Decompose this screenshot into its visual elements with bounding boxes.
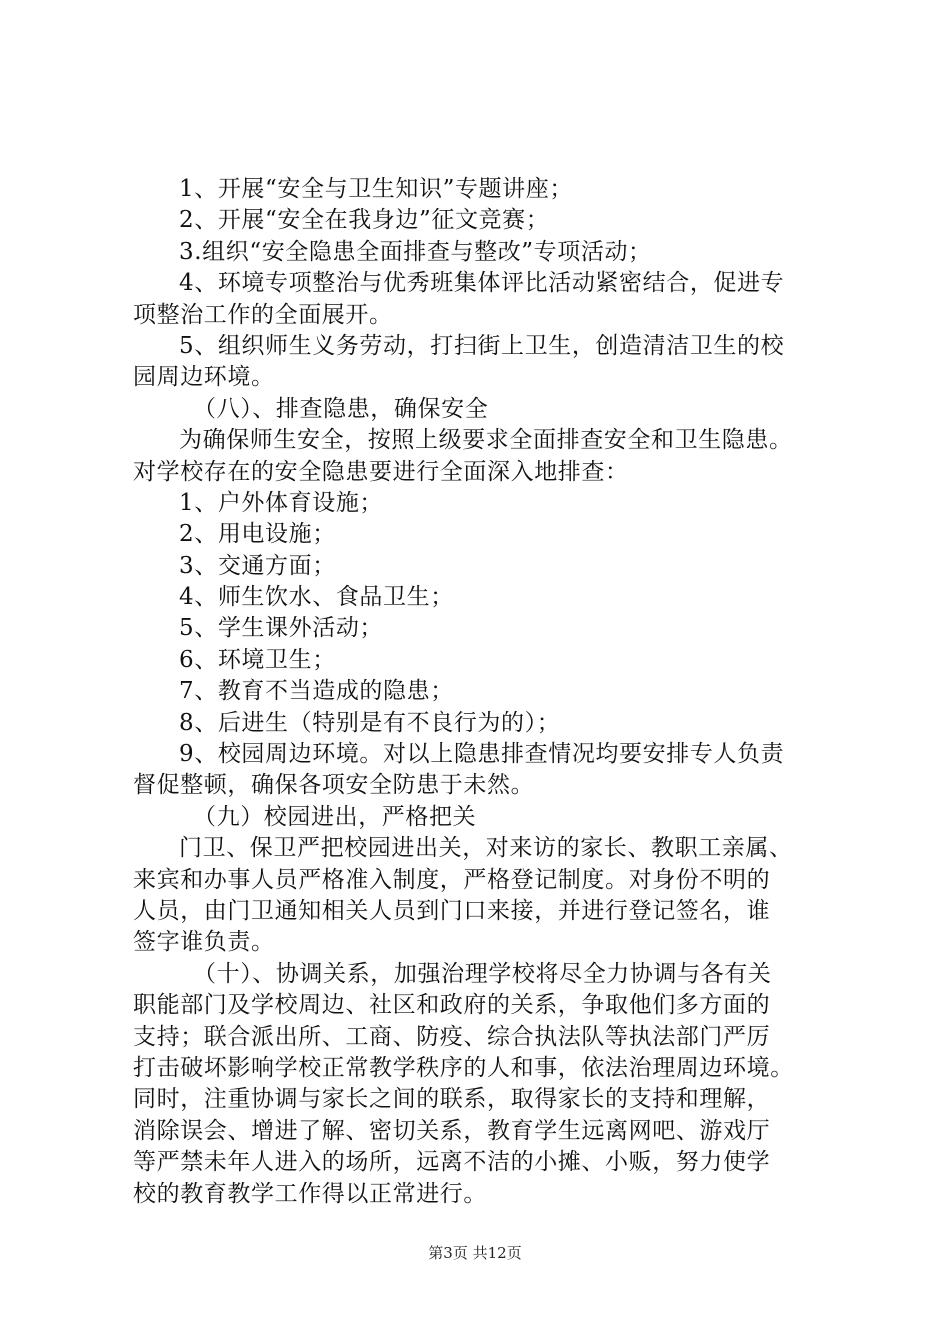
list-item: 3、交通方面； <box>179 552 336 579</box>
list-item: 9、校园周边环境。对以上隐患排查情况均要安排专人负责 <box>179 741 785 768</box>
paragraph-line: 项整治工作的全面展开。 <box>133 301 393 328</box>
paragraph-line: 打击破坏影响学校正常教学秩序的人和事，依法治理周边环境。 <box>133 1054 794 1081</box>
list-item: 2、开展“安全在我身边”征文竞赛； <box>179 207 550 234</box>
paragraph-line: 园周边环境。 <box>133 364 275 391</box>
list-item: 8、后进生（特别是有不良行为的）； <box>179 709 561 736</box>
page-footer: 第3页 共12页 <box>428 1244 522 1262</box>
section-heading: （九）校园进出，严格把关 <box>193 803 477 830</box>
paragraph-line: 同时，注重协调与家长之间的联系，取得家长的支持和理解， <box>133 1086 771 1113</box>
paragraph-line: 签字谁负责。 <box>133 929 275 956</box>
paragraph-line: 支持；联合派出所、工商、防疫、综合执法队等执法部门严厉 <box>133 1023 771 1050</box>
paragraph-line: 门卫、保卫严把校园进出关，对来访的家长、教职工亲属、 <box>179 835 793 862</box>
list-item: 1、户外体育设施； <box>179 489 384 516</box>
paragraph-line: 人员，由门卫通知相关人员到门口来接，并进行登记签名，谁 <box>133 897 771 924</box>
paragraph-line: 为确保师生安全，按照上级要求全面排查安全和卫生隐患。 <box>179 427 793 454</box>
list-item: 7、教育不当造成的隐患； <box>179 678 454 705</box>
paragraph-line: 等严禁未年人进入的场所，远离不洁的小摊、小贩，努力使学 <box>133 1149 771 1176</box>
paragraph-line: 职能部门及学校周边、社区和政府的关系，争取他们多方面的 <box>133 992 771 1019</box>
paragraph-line: 督促整顿，确保各项安全防患于未然。 <box>133 772 535 799</box>
list-item: 1、开展“安全与卫生知识”专题讲座； <box>179 176 573 202</box>
paragraph-line: 对学校存在的安全隐患要进行全面深入地排查： <box>133 458 629 485</box>
list-item: 5、组织师生义务劳动，打扫街上卫生，创造清洁卫生的校 <box>179 332 785 359</box>
paragraph-line: 消除误会、增进了解、密切关系，教育学生远离网吧、游戏厅 <box>133 1117 771 1144</box>
list-item: 4、环境专项整治与优秀班集体评比活动紧密结合，促进专 <box>179 270 785 297</box>
list-item: 3.组织“安全隐患全面排查与整改”专项活动； <box>179 238 652 265</box>
paragraph-line: 校的教育教学工作得以正常进行。 <box>133 1180 487 1207</box>
list-item: 5、学生课外活动； <box>179 615 384 642</box>
list-item: 2、用电设施； <box>179 521 336 548</box>
list-item: 6、环境卫生； <box>179 646 336 673</box>
section-heading: （八）、排查隐患，确保安全 <box>193 395 489 422</box>
list-item: 4、师生饮水、食品卫生； <box>179 584 454 611</box>
document-body <box>133 174 833 1210</box>
paragraph-line: 来宾和办事人员严格准入制度，严格登记制度。对身份不明的 <box>133 866 771 893</box>
section-heading: （十）、协调关系，加强治理学校将尽全力协调与各有关 <box>193 960 772 987</box>
